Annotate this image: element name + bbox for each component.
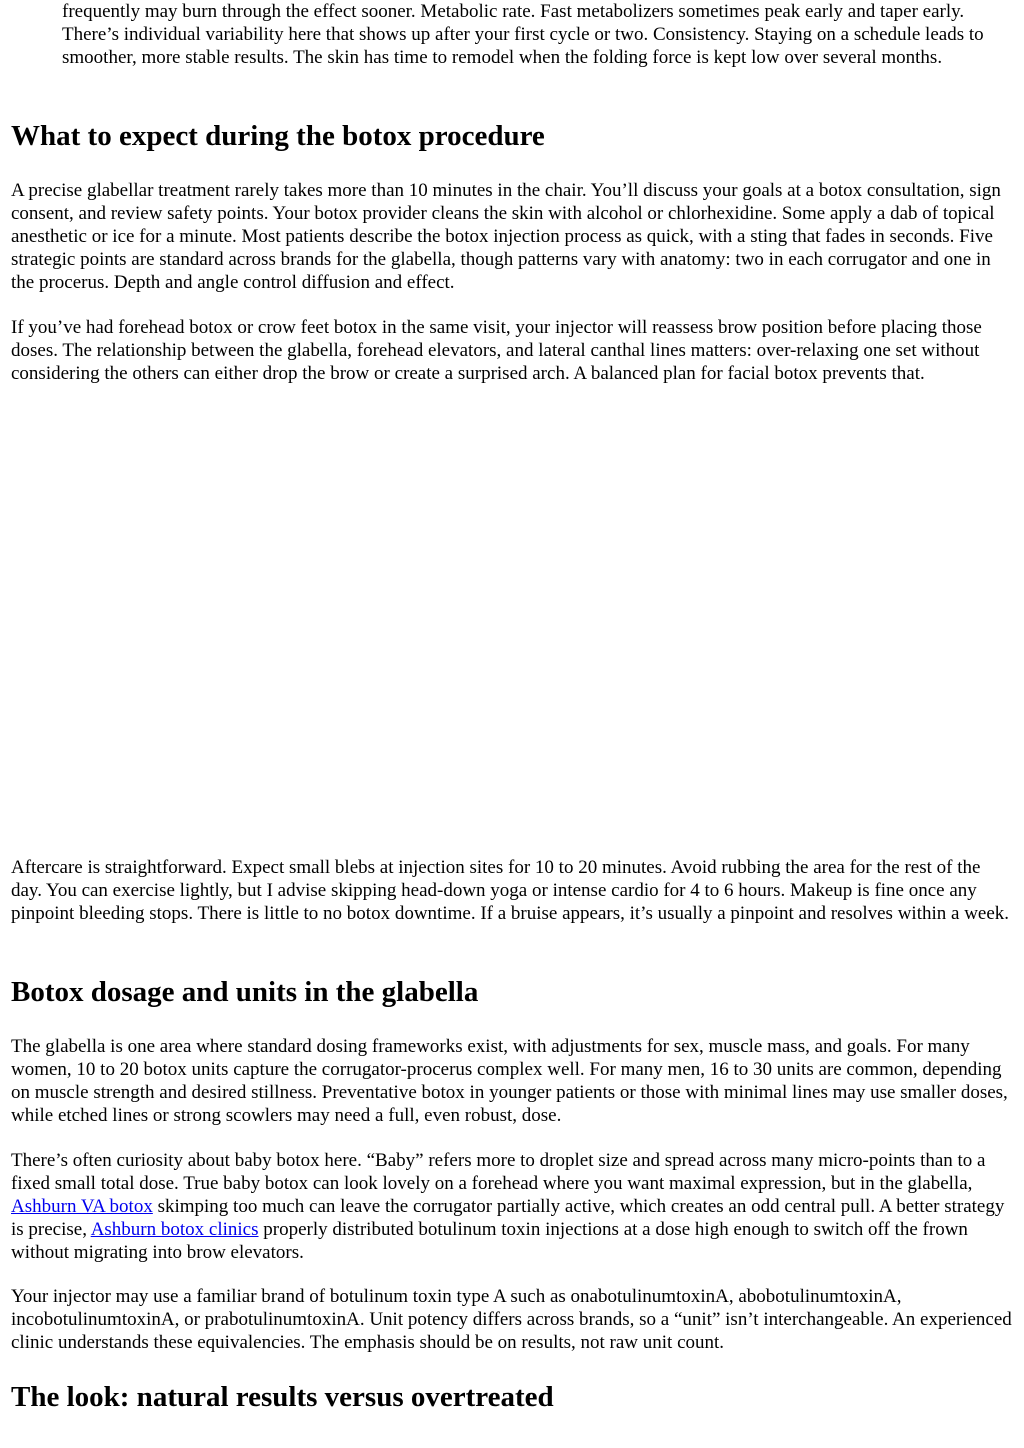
baby-botox-text-2: skimping too much can leave the corrugator partially active, which creates an odd central pull. A better strategy is precise, bbox=[11, 1196, 1005, 1240]
section-heading-look: The look: natural results versus overtreated bbox=[11, 1381, 554, 1413]
continuation-paragraph: frequently may burn through the effect sooner. Metabolic rate. Fast metabolizers sometimes peak early and taper early. There’s individual variability here that shows up after your first cycle or two. Consistency. Staying on a schedule leads to smoother, more stable results. The skin has time to remodel when the folding force is kept low over several months. bbox=[62, 1, 984, 68]
baby-botox-text-3: properly distributed botulinum toxin injections at a dose high enough to switch off the frown without migrating into brow elevators. bbox=[11, 1219, 968, 1263]
baby-botox-text-1: There’s often curiosity about baby botox here. “Baby” refers more to droplet size and spread across many micro-points than to a fixed small total dose. True baby botox can look lovely on a forehead where you want maximal expression, but in the glabella, bbox=[11, 1150, 986, 1194]
paragraph-baby-botox bbox=[11, 1149, 1015, 1264]
paragraph-toxin-brands: Your injector may use a familiar brand of botulinum toxin type A such as onabotulinumtoxinA, abobotulinumtoxinA, incobotulinumtoxinA, or prabotulinumtoxinA. Unit potency differs across brands, so a “unit” isn’t interchangeable. An experienced clinic understands these equivalencies. The emphasis should be on results, not raw unit count. bbox=[11, 1286, 1012, 1353]
paragraph-dosage-frameworks: The glabella is one area where standard dosing frameworks exist, with adjustments for sex, muscle mass, and goals. For many women, 10 to 20 botox units capture the corrugator-procerus complex well. For many men, 16 to 30 units are common, depending on muscle strength and desired stillness. Preventative botox in younger patients or those with minimal lines may use smaller doses, while etched lines or strong scowlers may need a full, even robust, dose. bbox=[11, 1036, 1008, 1126]
section-heading-procedure: What to expect during the botox procedure bbox=[11, 120, 545, 152]
section-heading-dosage: Botox dosage and units in the glabella bbox=[11, 976, 479, 1008]
paragraph-procedure-overview: A precise glabellar treatment rarely takes more than 10 minutes in the chair. You’ll discuss your goals at a botox consultation, sign consent, and review safety points. Your botox provider cleans the skin with alcohol or chlorhexidine. Some apply a dab of topical anesthetic or ice for a minute. Most patients describe the botox injection process as quick, with a sting that fades in seconds. Five strategic points are standard across brands for the glabella, though patterns vary with anatomy: two in each corrugator and one in the procerus. Depth and angle control diffusion and effect. bbox=[11, 180, 1001, 293]
paragraph-aftercare: Aftercare is straightforward. Expect small blebs at injection sites for 10 to 20 minutes. Avoid rubbing the area for the rest of the day. You can exercise lightly, but I advise skipping head-down yoga or intense cardio for 4 to 6 hours. Makeup is fine once any pinpoint bleeding stops. There is little to no botox downtime. If a bruise appears, it’s usually a pinpoint and resolves within a week. bbox=[11, 857, 1010, 924]
paragraph-procedure-balance: If you’ve had forehead botox or crow feet botox in the same visit, your injector will reassess brow position before placing those doses. The relationship between the glabella, forehead elevators, and lateral canthal lines matters: over-relaxing one set without considering the others can either drop the brow or create a surprised arch. A balanced plan for facial botox prevents that. bbox=[11, 317, 982, 384]
ashburn-va-botox-link[interactable]: Ashburn VA botox bbox=[11, 1196, 153, 1217]
embedded-media-placeholder bbox=[11, 430, 1015, 850]
ashburn-botox-clinics-link[interactable]: Ashburn botox clinics bbox=[90, 1219, 259, 1240]
